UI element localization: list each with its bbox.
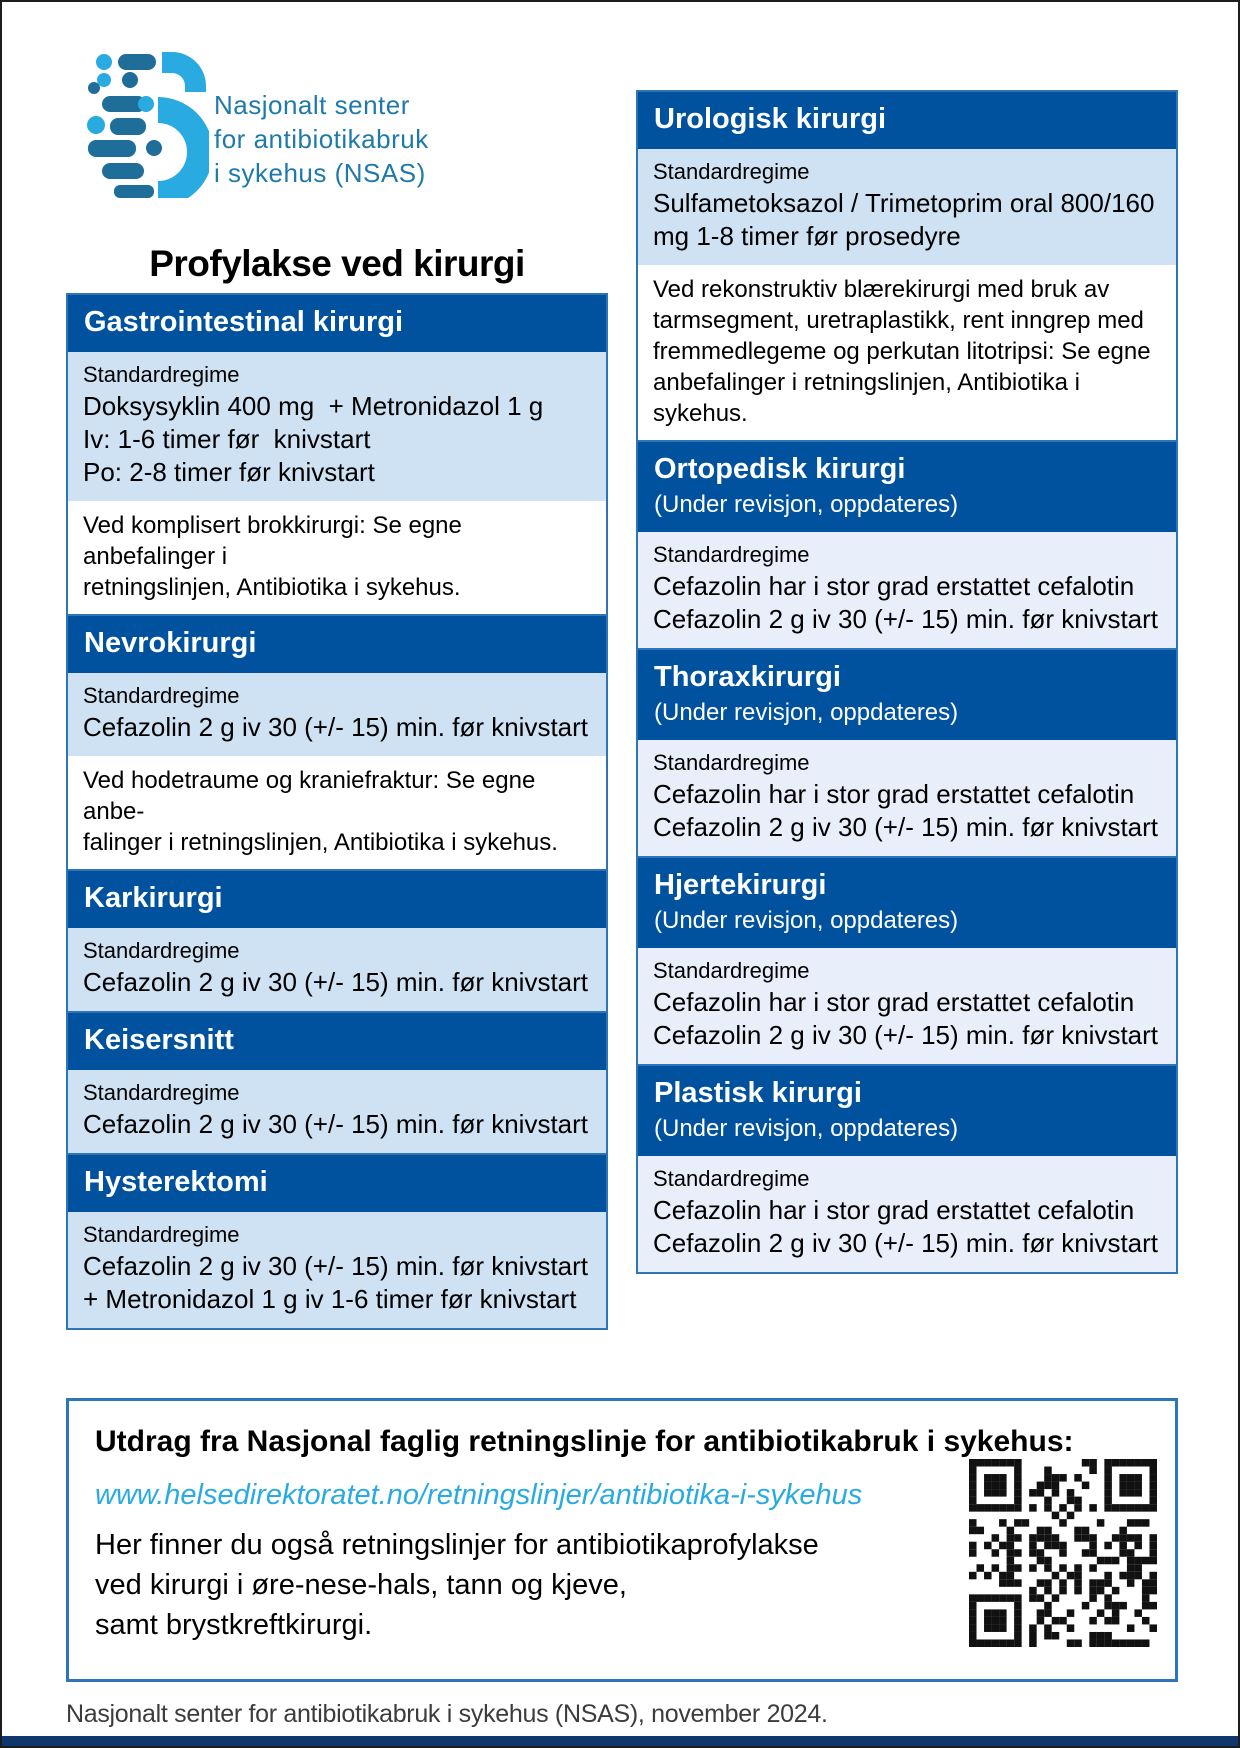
section-thoraxkirurgi: [636, 648, 1178, 858]
left-column: [66, 293, 608, 1330]
section-header: [638, 442, 1176, 532]
section-header: [68, 616, 606, 673]
section-hjertekirurgi: [636, 856, 1178, 1066]
regime-line: Cefazolin 2 g iv 30 (+/- 15) min. før knivstart: [653, 604, 1159, 634]
regime-line: + Metronidazol 1 g iv 1-6 timer før knivstart: [83, 1284, 577, 1314]
section-header: [68, 1013, 606, 1070]
section-hysterektomi: [66, 1153, 608, 1330]
page-title: Profylakse ved kirurgi: [149, 242, 525, 284]
section-title: Thoraxkirurgi: [654, 661, 841, 693]
reference-body-line: samt brystkreftkirurgi.: [95, 1609, 373, 1641]
regime-line: Cefazolin 2 g iv 30 (+/- 15) min. før knivstart: [653, 1228, 1159, 1258]
qr-code-image: [969, 1459, 1157, 1647]
standard-regime-block: [68, 928, 606, 1011]
reference-body-line: ved kirurgi i øre-nese-hals, tann og kjeve,: [95, 1569, 627, 1601]
regime-label: Standardregime: [653, 958, 810, 983]
regime-line: Cefazolin 2 g iv 30 (+/- 15) min. før knivstart: [83, 1109, 589, 1139]
note-block: [638, 265, 1176, 440]
regime-label: Standardregime: [83, 362, 240, 387]
guideline-link[interactable]: www.helsedirektoratet.no/retningslinjer/antibiotika-i-sykehus: [95, 1479, 863, 1511]
reference-body-line: Her finner du også retningslinjer for antibiotikaprofylakse: [95, 1529, 819, 1561]
section-title: Nevrokirurgi: [84, 627, 257, 659]
standard-regime-block: [68, 1212, 606, 1328]
nsas-logo-mark: [84, 48, 209, 198]
section-header: [68, 295, 606, 352]
regime-line: Cefazolin har i stor grad erstattet cefalotin: [653, 571, 1135, 601]
section-title: Hjertekirurgi: [654, 869, 827, 901]
regime-line: Iv: 1-6 timer før knivstart: [83, 424, 371, 454]
section-header: [68, 1155, 606, 1212]
note-line: anbefalinger i retningslinjen, Antibiotika i sykehus.: [653, 369, 1080, 427]
note-line: Ved komplisert brokkirurgi: Se egne anbefalinger i: [83, 512, 462, 570]
bottom-accent-bar: [2, 1736, 1238, 1746]
section-title: Gastrointestinal kirurgi: [84, 306, 404, 338]
section-header: [638, 92, 1176, 149]
right-column: [636, 90, 1178, 1274]
note-line: Ved hodetraume og kraniefraktur: Se egne anbe-: [83, 767, 536, 825]
regime-line: Cefazolin har i stor grad erstattet cefalotin: [653, 779, 1135, 809]
regime-label: Standardregime: [653, 1166, 810, 1191]
regime-label: Standardregime: [83, 1222, 240, 1247]
section-title: Hysterektomi: [84, 1166, 268, 1198]
note-line: fremmedlegeme og perkutan litotripsi: Se egne: [653, 338, 1151, 365]
section-title: Ortopedisk kirurgi: [654, 453, 906, 485]
reference-heading: Utdrag fra Nasjonal faglig retningslinje for antibiotikabruk i sykehus:: [95, 1425, 1074, 1458]
nsas-logo: [84, 48, 554, 208]
regime-line: Cefazolin 2 g iv 30 (+/- 15) min. før knivstart: [83, 1251, 589, 1281]
section-keisersnitt: [66, 1011, 608, 1155]
standard-regime-block: [68, 1070, 606, 1153]
regime-line: Po: 2-8 timer før knivstart: [83, 457, 375, 487]
note-line: Ved rekonstruktiv blærekirurgi med bruk av: [653, 276, 1110, 303]
section-karkirurgi: [66, 869, 608, 1013]
section-subtitle: (Under revisjon, oppdateres): [654, 699, 959, 726]
standard-regime-block: [638, 740, 1176, 856]
section-urologisk-kirurgi: [636, 90, 1178, 442]
standard-regime-block: [638, 1156, 1176, 1272]
standard-regime-block: [638, 149, 1176, 265]
regime-label: Standardregime: [653, 750, 810, 775]
regime-label: Standardregime: [83, 938, 240, 963]
note-line: retningslinjen, Antibiotika i sykehus.: [83, 574, 461, 601]
regime-line: Cefazolin har i stor grad erstattet cefalotin: [653, 987, 1135, 1017]
section-subtitle: (Under revisjon, oppdateres): [654, 1115, 959, 1142]
regime-line: Doksysyklin 400 mg + Metronidazol 1 g: [83, 391, 544, 421]
section-plastisk-kirurgi: [636, 1064, 1178, 1274]
section-title: Keisersnitt: [84, 1024, 234, 1056]
standard-regime-block: [638, 532, 1176, 648]
regime-line: Cefazolin 2 g iv 30 (+/- 15) min. før knivstart: [83, 967, 589, 997]
page-footer: Nasjonalt senter for antibiotikabruk i sykehus (NSAS), november 2024.: [66, 1700, 828, 1728]
regime-line: Cefazolin 2 g iv 30 (+/- 15) min. før knivstart: [83, 712, 589, 742]
logo-text-line: i sykehus (NSAS): [214, 158, 426, 188]
note-block: [68, 501, 606, 614]
section-header: [638, 858, 1176, 948]
section-header: [638, 650, 1176, 740]
standard-regime-block: [68, 352, 606, 501]
regime-line: Cefazolin har i stor grad erstattet cefalotin: [653, 1195, 1135, 1225]
regime-line: mg 1-8 timer før prosedyre: [653, 221, 961, 251]
logo-text-line: Nasjonalt senter: [214, 90, 410, 120]
regime-line: Sulfametoksazol / Trimetoprim oral 800/160: [653, 188, 1155, 218]
section-subtitle: (Under revisjon, oppdateres): [654, 907, 959, 934]
regime-label: Standardregime: [653, 542, 810, 567]
logo-text-line: for antibiotikabruk: [214, 124, 429, 154]
section-ortopedisk-kirurgi: [636, 440, 1178, 650]
section-header: [68, 871, 606, 928]
section-nevrokirurgi: [66, 614, 608, 871]
regime-label: Standardregime: [83, 1080, 240, 1105]
regime-label: Standardregime: [83, 683, 240, 708]
section-title: Karkirurgi: [84, 882, 223, 914]
section-title: Urologisk kirurgi: [654, 103, 887, 135]
section-header: [638, 1066, 1176, 1156]
section-title: Plastisk kirurgi: [654, 1077, 862, 1109]
standard-regime-block: [68, 673, 606, 756]
note-line: falinger i retningslinjen, Antibiotika i sykehus.: [83, 829, 558, 856]
note-block: [68, 756, 606, 869]
guideline-reference-box: [66, 1398, 1178, 1682]
note-line: tarmsegment, uretraplastikk, rent inngrep med: [653, 307, 1144, 334]
nsas-logo-text: [214, 88, 429, 190]
section-gastrointestinal-kirurgi: [66, 293, 608, 616]
regime-line: Cefazolin 2 g iv 30 (+/- 15) min. før knivstart: [653, 1020, 1159, 1050]
regime-label: Standardregime: [653, 159, 810, 184]
standard-regime-block: [638, 948, 1176, 1064]
section-subtitle: (Under revisjon, oppdateres): [654, 491, 959, 518]
regime-line: Cefazolin 2 g iv 30 (+/- 15) min. før knivstart: [653, 812, 1159, 842]
